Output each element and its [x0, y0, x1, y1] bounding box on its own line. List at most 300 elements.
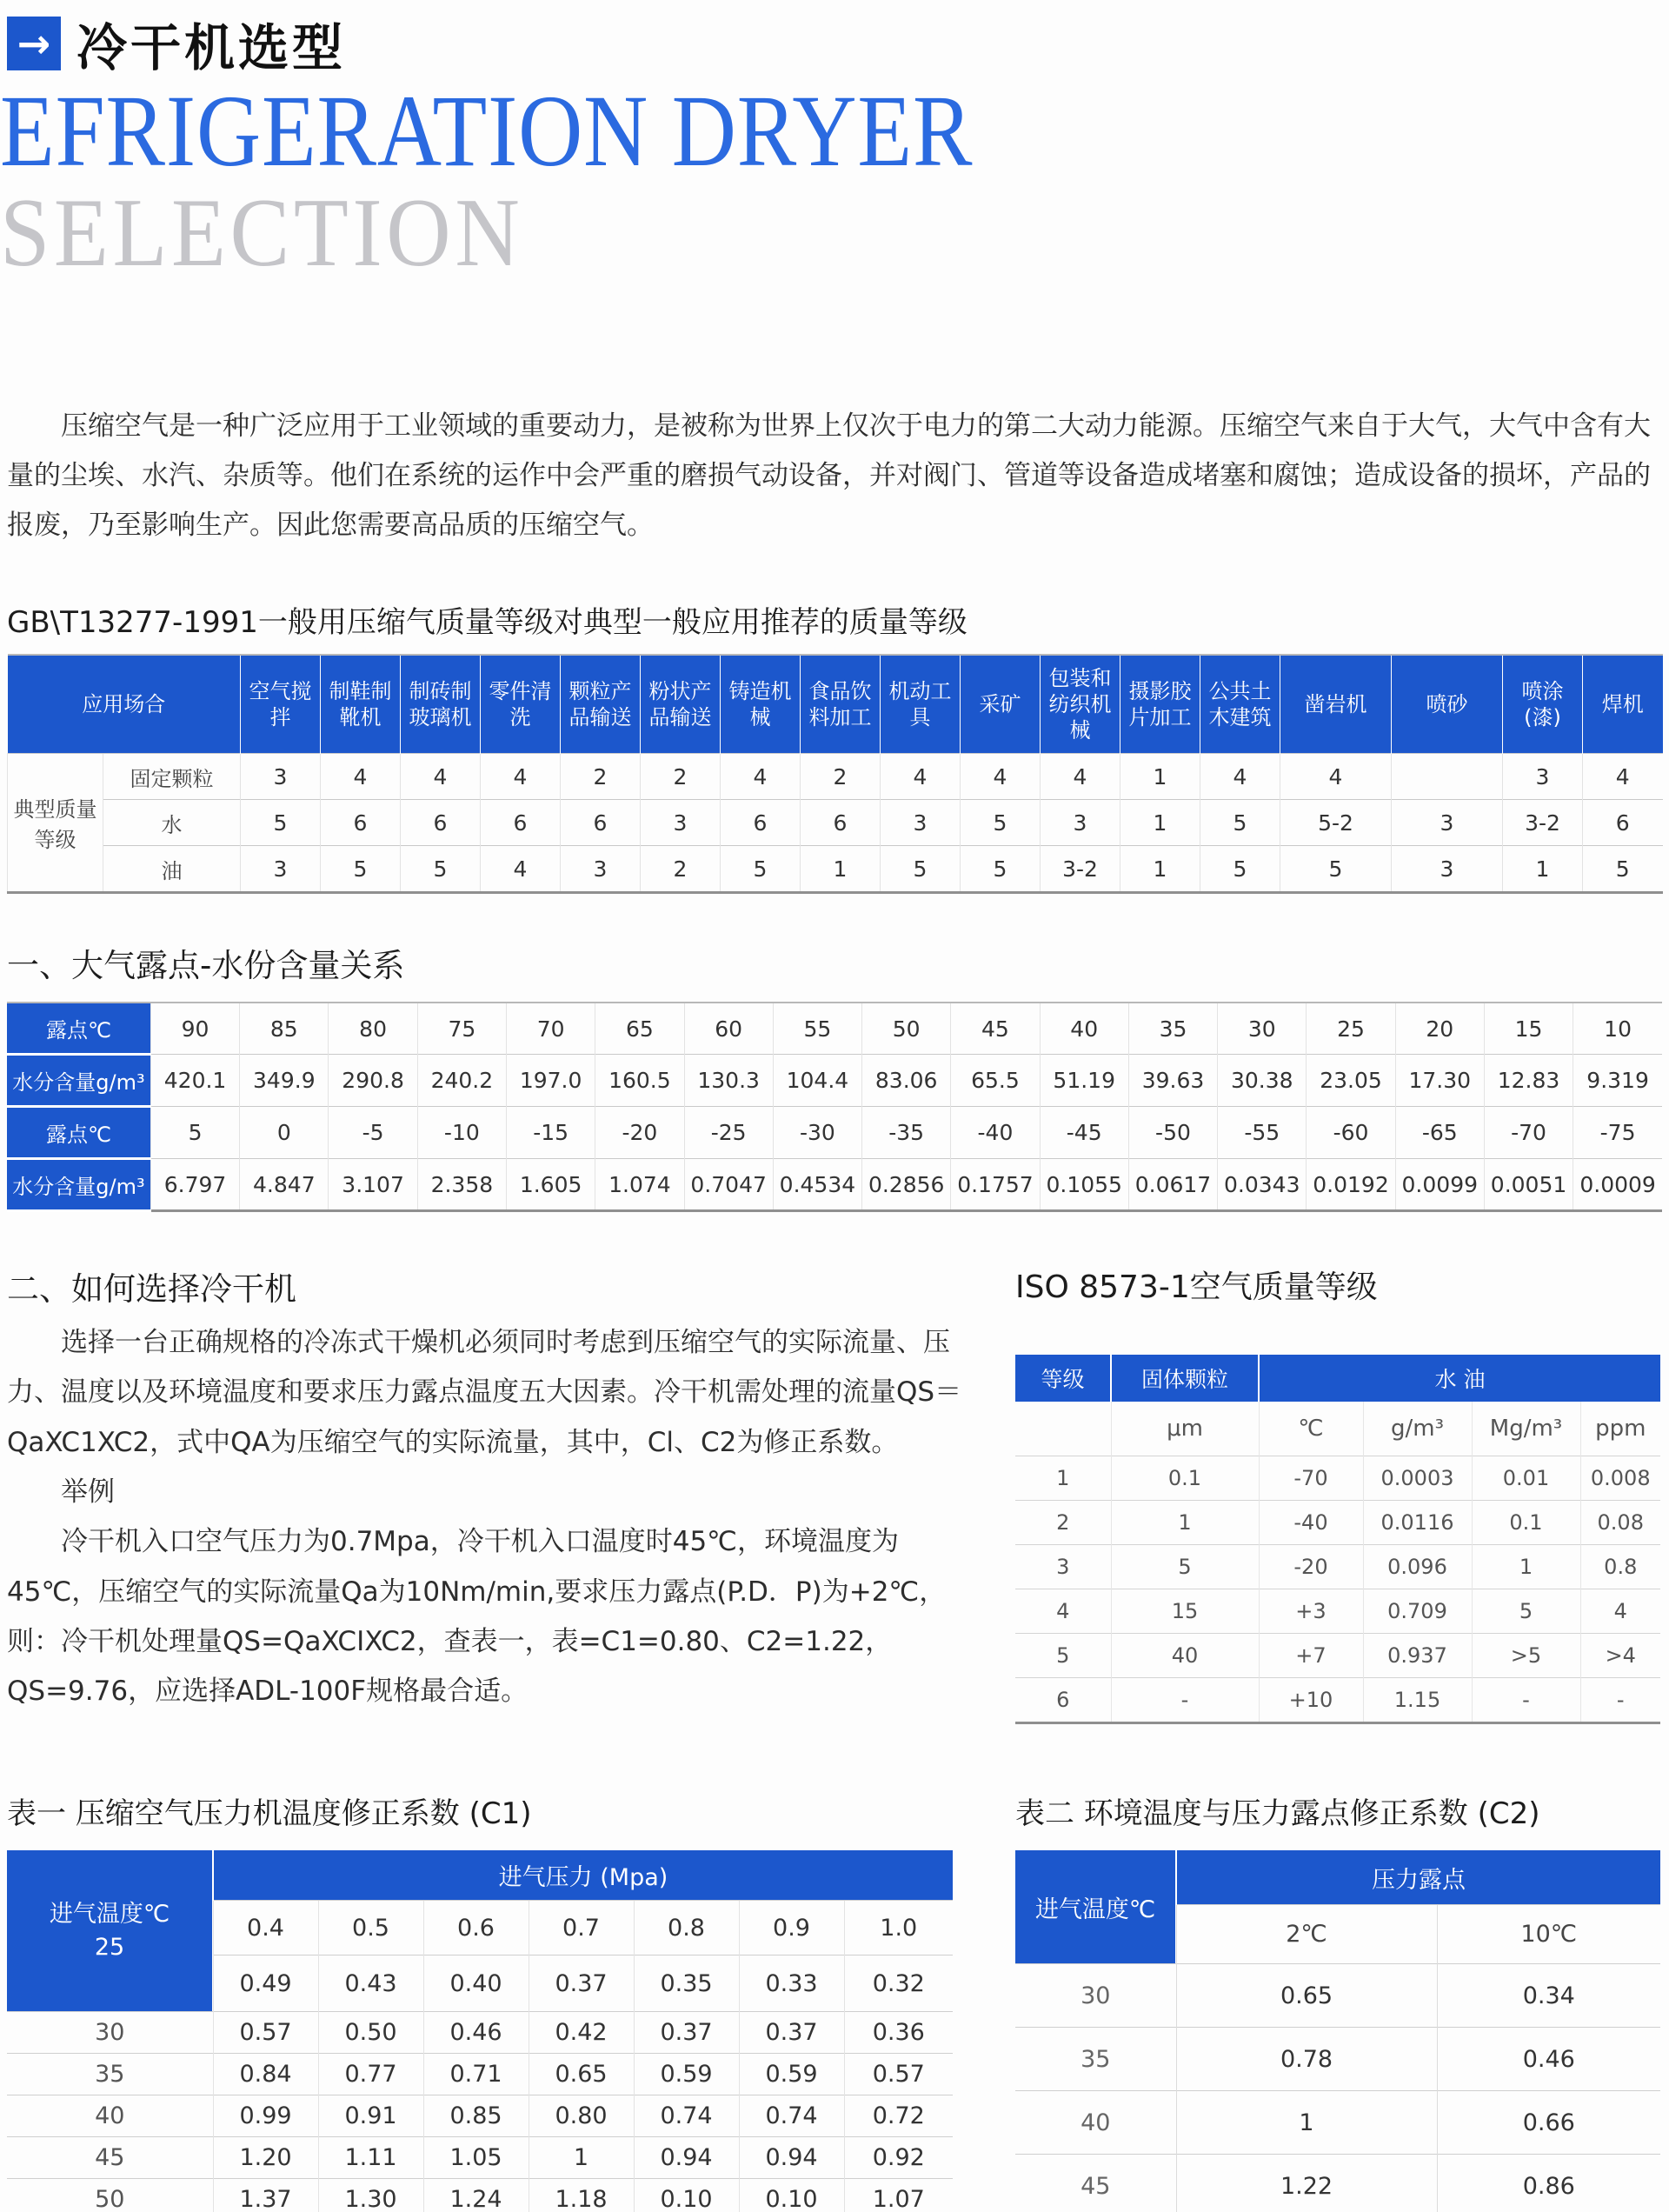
gb-column-header: 铸造机械: [721, 655, 801, 754]
select-paragraph-example: 冷干机入口空气压力为0.7Mpa，冷干机入口温度时45℃，环境温度为45℃，压缩空气的实际流量Qa为10Nm/min,要求压力露点(P.D．P)为+2℃，则：冷干机处理量QS=QaXCIXC2，查表一，表=C1=0.80、C2=1.22，QS=9.76，应选择ADL-100F规格最合适。: [7, 1526, 947, 1708]
c1-value-cell: 0.74: [739, 2095, 844, 2137]
dew-value-cell: 104.4: [773, 1055, 861, 1107]
gb-table: [7, 654, 1663, 894]
gb-value-cell: 4: [721, 754, 801, 800]
dew-value-cell: 39.63: [1128, 1055, 1217, 1107]
gb-value-cell: 6: [401, 800, 481, 846]
dew-row: [7, 1055, 1662, 1107]
iso-value-cell: 4: [1015, 1589, 1111, 1634]
dew-value-cell: -70: [1484, 1107, 1573, 1159]
dew-value-cell: 51.19: [1040, 1055, 1128, 1107]
c2-value-cell: 0.86: [1437, 2155, 1660, 2212]
gb-value-cell: 3: [641, 800, 721, 846]
gb-value-cell: 4: [321, 754, 401, 800]
dew-value-cell: -25: [684, 1107, 773, 1159]
dew-value-cell: 5: [150, 1107, 239, 1159]
iso-data-row: [1015, 1456, 1660, 1501]
c1-corner-temp: 25: [94, 1933, 125, 1961]
gb-table-heading: GB\T13277-1991一般用压缩气质量等级对典型一般应用推荐的质量等级: [7, 605, 967, 640]
dew-value-cell: 85: [240, 1003, 329, 1055]
gb-value-cell: 3: [1392, 800, 1503, 846]
c2-row-label: 30: [1015, 1964, 1176, 2028]
c1-row-label: 35: [7, 2054, 213, 2095]
c1-data-row: [7, 2095, 953, 2137]
section1-heading: 一、大气露点-水份含量关系: [7, 947, 405, 984]
c1-value-cell: 0.10: [739, 2179, 844, 2212]
dew-row-label: 水分含量g/m³: [7, 1159, 150, 1211]
iso-units-row: [1015, 1402, 1660, 1456]
dew-value-cell: -20: [595, 1107, 684, 1159]
iso-value-cell: 0.0116: [1363, 1501, 1472, 1545]
gb-value-cell: 4: [1583, 754, 1663, 800]
c1-value-cell: 0.33: [739, 1955, 844, 2012]
c2-header-row: [1015, 1850, 1660, 1905]
iso-value-cell: 1: [1111, 1501, 1259, 1545]
gb-column-header: 颗粒产品输送: [561, 655, 641, 754]
iso-value-cell: -40: [1259, 1501, 1363, 1545]
iso-value-cell: 6: [1015, 1678, 1111, 1723]
dew-value-cell: -10: [417, 1107, 506, 1159]
gb-value-cell: 3-2: [1503, 800, 1583, 846]
c1-table: [7, 1850, 953, 2212]
gb-value-cell: 5: [1280, 846, 1392, 893]
title-english-selection: SELECTION: [0, 179, 524, 287]
section2-heading: 二、如何选择冷干机: [7, 1270, 296, 1308]
gb-value-cell: 5: [241, 800, 321, 846]
arrow-icon: →: [7, 17, 61, 70]
dew-row-label: 露点℃: [7, 1107, 150, 1159]
c1-pressure-cell: 0.7: [529, 1901, 634, 1955]
c2-value-cell: 0.65: [1176, 1964, 1437, 2028]
c2-correction-table: [1015, 1850, 1660, 2212]
c2-dew-col-cell: 10℃: [1437, 1905, 1660, 1964]
dew-value-cell: 290.8: [329, 1055, 417, 1107]
gb-value-cell: 3: [561, 846, 641, 893]
dew-value-cell: 0.0051: [1484, 1159, 1573, 1211]
c1-value-cell: 0.42: [529, 2012, 634, 2054]
gb-data-row: [8, 800, 1663, 846]
dew-value-cell: 197.0: [506, 1055, 595, 1107]
c1-value-cell: 0.10: [634, 2179, 739, 2212]
page-title: 冷干机选型: [76, 18, 347, 77]
iso-value-cell: 0.8: [1580, 1545, 1660, 1589]
c1-value-cell: 0.43: [318, 1955, 423, 2012]
c1-pressure-cell: 0.5: [318, 1901, 423, 1955]
c1-value-cell: 0.32: [844, 1955, 953, 2012]
dew-value-cell: 90: [150, 1003, 239, 1055]
iso-data-row: [1015, 1634, 1660, 1678]
iso-value-cell: 15: [1111, 1589, 1259, 1634]
c1-value-cell: 0.84: [213, 2054, 318, 2095]
gb-row-group-label: 典型质量等级: [8, 754, 103, 893]
dew-value-cell: -15: [506, 1107, 595, 1159]
dew-value-cell: 0.0099: [1395, 1159, 1484, 1211]
c1-pressure-cell: 0.9: [739, 1901, 844, 1955]
dew-value-cell: 40: [1040, 1003, 1128, 1055]
gb-value-cell: 1: [1503, 846, 1583, 893]
c2-table: [1015, 1850, 1660, 2212]
gb-column-header: 公共土木建筑: [1200, 655, 1280, 754]
c2-dew-header: 压力露点: [1176, 1850, 1660, 1905]
dew-value-cell: -55: [1218, 1107, 1307, 1159]
iso-value-cell: 5: [1472, 1589, 1580, 1634]
gb-value-cell: 1: [1120, 846, 1200, 893]
iso-data-row: [1015, 1545, 1660, 1589]
c1-value-cell: 0.49: [213, 1955, 318, 2012]
iso-value-cell: 1.15: [1363, 1678, 1472, 1723]
gb-value-cell: 3: [881, 800, 961, 846]
dew-row-label: 水分含量g/m³: [7, 1055, 150, 1107]
c1-header-row: [7, 1850, 953, 1901]
c1-value-cell: 0.36: [844, 2012, 953, 2054]
iso-water-oil-header: 水 油: [1259, 1355, 1660, 1402]
iso-value-cell: >5: [1472, 1634, 1580, 1678]
gb-column-header: 制砖制玻璃机: [401, 655, 481, 754]
iso-value-cell: 0.1: [1111, 1456, 1259, 1501]
dew-value-cell: 45: [951, 1003, 1040, 1055]
gb-row-label: 固定颗粒: [103, 754, 241, 800]
c1-value-cell: 0.59: [739, 2054, 844, 2095]
c1-value-cell: 0.46: [423, 2012, 529, 2054]
dew-value-cell: -30: [773, 1107, 861, 1159]
gb-header-row: [8, 655, 1663, 754]
iso-data-row: [1015, 1501, 1660, 1545]
c2-row-label: 40: [1015, 2091, 1176, 2155]
dew-value-cell: 0.7047: [684, 1159, 773, 1211]
c2-value-cell: 1: [1176, 2091, 1437, 2155]
dew-value-cell: 0.0009: [1573, 1159, 1662, 1211]
c1-value-cell: 0.72: [844, 2095, 953, 2137]
c2-value-cell: 0.46: [1437, 2028, 1660, 2091]
select-paragraph-1: 选择一台正确规格的冷冻式干燥机必须同时考虑到压缩空气的实际流量、压力、温度以及环境温度和要求压力露点温度五大因素。冷干机需处理的流量QS＝QaXC1XC2，式中QA为压缩空气的实际流量，其中，Cl、C2为修正系数。: [7, 1327, 962, 1458]
dew-value-cell: 0: [240, 1107, 329, 1159]
iso-table: [1015, 1355, 1660, 1724]
dew-value-cell: 349.9: [240, 1055, 329, 1107]
gb-column-header: 食品饮料加工: [801, 655, 881, 754]
c1-value-cell: 0.91: [318, 2095, 423, 2137]
dew-value-cell: 9.319: [1573, 1055, 1662, 1107]
iso-value-cell: 0.096: [1363, 1545, 1472, 1589]
gb-value-cell: 3: [1392, 846, 1503, 893]
iso-value-cell: +10: [1259, 1678, 1363, 1723]
dew-value-cell: 0.0617: [1128, 1159, 1217, 1211]
c1-row-label: 30: [7, 2012, 213, 2054]
gb-value-cell: 2: [561, 754, 641, 800]
gb-value-cell: 4: [1200, 754, 1280, 800]
gb-value-cell: 6: [321, 800, 401, 846]
dew-value-cell: 240.2: [417, 1055, 506, 1107]
c1-value-cell: 0.37: [634, 2012, 739, 2054]
dew-value-cell: 0.2856: [862, 1159, 951, 1211]
dew-value-cell: 6.797: [150, 1159, 239, 1211]
gb-value-cell: 5: [1200, 846, 1280, 893]
iso-unit-cell: g/m³: [1363, 1402, 1472, 1456]
c1-data-row: [7, 2054, 953, 2095]
iso-value-cell: 5: [1015, 1634, 1111, 1678]
c1-correction-table: [7, 1850, 953, 2212]
gb-value-cell: 5: [961, 846, 1041, 893]
dew-value-cell: -5: [329, 1107, 417, 1159]
iso-value-cell: +3: [1259, 1589, 1363, 1634]
gb-column-header: 粉状产品输送: [641, 655, 721, 754]
intro-paragraph: 压缩空气是一种广泛应用于工业领域的重要动力，是被称为世界上仅次于电力的第二大动力能源。压缩空气来自于大气，大气中含有大量的尘埃、水汽、杂质等。他们在系统的运作中会严重的磨损气动设备，并对阀门、管道等设备造成堵塞和腐蚀；造成设备的损坏，产品的报废，乃至影响生产。因此您需要高品质的压缩空气。: [7, 410, 1651, 542]
dew-value-cell: 65.5: [951, 1055, 1040, 1107]
gb-value-cell: 6: [721, 800, 801, 846]
c1-row-label: 40: [7, 2095, 213, 2137]
gb-column-header: 机动工具: [881, 655, 961, 754]
gb-value-cell: 3: [1041, 800, 1120, 846]
dew-value-cell: 10: [1573, 1003, 1662, 1055]
title-english-dryer: EFRIGERATION DRYER: [0, 74, 974, 188]
c2-table-heading: 表二 环境温度与压力露点修正系数 (C2): [1015, 1796, 1540, 1831]
c2-row-label: 45: [1015, 2155, 1176, 2212]
iso-value-cell: 5: [1111, 1545, 1259, 1589]
c1-value-cell: 0.77: [318, 2054, 423, 2095]
c1-value-cell: 0.50: [318, 2012, 423, 2054]
dew-value-cell: -50: [1128, 1107, 1217, 1159]
iso-header-row: [1015, 1355, 1660, 1402]
dew-value-cell: 17.30: [1395, 1055, 1484, 1107]
gb-column-header: 凿岩机: [1280, 655, 1392, 754]
dew-value-cell: 15: [1484, 1003, 1573, 1055]
gb-column-header: 制鞋制靴机: [321, 655, 401, 754]
iso-data-row: [1015, 1589, 1660, 1634]
dew-value-cell: 420.1: [150, 1055, 239, 1107]
c1-value-cell: 0.99: [213, 2095, 318, 2137]
c2-value-cell: 0.78: [1176, 2028, 1437, 2091]
c1-value-cell: 1.37: [213, 2179, 318, 2212]
dew-row-label: 露点℃: [7, 1003, 150, 1055]
gb-data-row: [8, 754, 1663, 800]
gb-data-row: [8, 846, 1663, 893]
gb-value-cell: 2: [801, 754, 881, 800]
iso-value-cell: 1: [1015, 1456, 1111, 1501]
dew-value-cell: -45: [1040, 1107, 1128, 1159]
dew-value-cell: 23.05: [1307, 1055, 1395, 1107]
iso-value-cell: -: [1111, 1678, 1259, 1723]
iso-unit-cell: μm: [1111, 1402, 1259, 1456]
dew-value-cell: 80: [329, 1003, 417, 1055]
dew-value-cell: 0.1757: [951, 1159, 1040, 1211]
gb-column-header: 喷砂: [1392, 655, 1503, 754]
gb-value-cell: 6: [561, 800, 641, 846]
gb-value-cell: 3-2: [1041, 846, 1120, 893]
c1-pressure-header: 进气压力 (Mpa): [213, 1850, 953, 1901]
c1-value-cell: 0.94: [634, 2137, 739, 2179]
c1-value-cell: 1.11: [318, 2137, 423, 2179]
gb-value-cell: 6: [481, 800, 561, 846]
iso-value-cell: 1: [1472, 1545, 1580, 1589]
dew-value-cell: -75: [1573, 1107, 1662, 1159]
gb-value-cell: 2: [641, 846, 721, 893]
gb-value-cell: 5-2: [1280, 800, 1392, 846]
c1-pressure-cell: 1.0: [844, 1901, 953, 1955]
gb-column-header: 摄影胶片加工: [1120, 655, 1200, 754]
dew-value-cell: 160.5: [595, 1055, 684, 1107]
dew-value-cell: 1.605: [506, 1159, 595, 1211]
c1-pressure-cell: 0.6: [423, 1901, 529, 1955]
c1-value-cell: 1.07: [844, 2179, 953, 2212]
gb-value-cell: 4: [1041, 754, 1120, 800]
gb-value-cell: 5: [1200, 800, 1280, 846]
c1-pressure-cell: 0.8: [634, 1901, 739, 1955]
c1-value-cell: 0.37: [529, 1955, 634, 2012]
iso-value-cell: 0.01: [1472, 1456, 1580, 1501]
iso-value-cell: 0.937: [1363, 1634, 1472, 1678]
iso-value-cell: 3: [1015, 1545, 1111, 1589]
gb-value-cell: 5: [721, 846, 801, 893]
dew-value-cell: 30.38: [1218, 1055, 1307, 1107]
iso-value-cell: >4: [1580, 1634, 1660, 1678]
gb-column-header: 零件清洗: [481, 655, 561, 754]
dew-value-cell: 0.4534: [773, 1159, 861, 1211]
gb-value-cell: 4: [961, 754, 1041, 800]
iso-value-cell: 0.1: [1472, 1501, 1580, 1545]
iso-value-cell: -: [1472, 1678, 1580, 1723]
page-header: [7, 7, 346, 80]
iso-solid-header: 固体颗粒: [1111, 1355, 1259, 1402]
c1-value-cell: 0.94: [739, 2137, 844, 2179]
dew-value-cell: 70: [506, 1003, 595, 1055]
dew-value-cell: 12.83: [1484, 1055, 1573, 1107]
dew-value-cell: 75: [417, 1003, 506, 1055]
gb-value-cell: [1392, 754, 1503, 800]
c1-value-cell: 0.35: [634, 1955, 739, 2012]
c2-data-row: [1015, 2155, 1660, 2212]
iso-value-cell: 2: [1015, 1501, 1111, 1545]
gb-row-label: 油: [103, 846, 241, 893]
dew-value-cell: 30: [1218, 1003, 1307, 1055]
c1-row-label: 50: [7, 2179, 213, 2212]
gb-value-cell: 1: [1120, 754, 1200, 800]
c1-value-cell: 1.30: [318, 2179, 423, 2212]
iso-unit-cell: ppm: [1580, 1402, 1660, 1456]
iso-quality-table: [1015, 1355, 1660, 1724]
gb-value-cell: 4: [481, 754, 561, 800]
c1-corner-cell: [7, 1850, 213, 2012]
iso-units-blank: [1015, 1402, 1111, 1456]
gb-value-cell: 1: [801, 846, 881, 893]
dew-value-cell: -60: [1307, 1107, 1395, 1159]
iso-value-cell: -: [1580, 1678, 1660, 1723]
gb-value-cell: 5: [321, 846, 401, 893]
c1-value-cell: 0.92: [844, 2137, 953, 2179]
c2-row-label: 35: [1015, 2028, 1176, 2091]
gb-value-cell: 4: [481, 846, 561, 893]
dew-value-cell: 65: [595, 1003, 684, 1055]
dew-row: [7, 1159, 1662, 1211]
dew-value-cell: 1.074: [595, 1159, 684, 1211]
c1-value-cell: 0.65: [529, 2054, 634, 2095]
dew-value-cell: 20: [1395, 1003, 1484, 1055]
iso-table-heading: ISO 8573-1空气质量等级: [1015, 1269, 1378, 1305]
dew-value-cell: 3.107: [329, 1159, 417, 1211]
iso-value-cell: 0.0003: [1363, 1456, 1472, 1501]
gb-value-cell: 3: [1503, 754, 1583, 800]
c2-data-row: [1015, 1964, 1660, 2028]
iso-value-cell: +7: [1259, 1634, 1363, 1678]
gb-column-header: 包装和纺织机械: [1041, 655, 1120, 754]
c1-table-heading: 表一 压缩空气压力机温度修正系数 (C1): [7, 1796, 532, 1831]
gb-value-cell: 4: [1280, 754, 1392, 800]
gb-value-cell: 3: [241, 846, 321, 893]
dew-point-table: [7, 1002, 1662, 1212]
iso-unit-cell: Mg/m³: [1472, 1402, 1580, 1456]
c1-value-cell: 0.40: [423, 1955, 529, 2012]
dew-value-cell: 60: [684, 1003, 773, 1055]
c1-value-cell: 1.24: [423, 2179, 529, 2212]
c1-value-cell: 1: [529, 2137, 634, 2179]
gb-column-header: 空气搅拌: [241, 655, 321, 754]
c1-value-cell: 0.57: [844, 2054, 953, 2095]
gb-value-cell: 5: [401, 846, 481, 893]
gb-quality-table: [7, 654, 1663, 894]
dew-table: [7, 1002, 1662, 1212]
c2-data-row: [1015, 2028, 1660, 2091]
c1-data-row: [7, 2137, 953, 2179]
dew-value-cell: 0.0192: [1307, 1159, 1395, 1211]
gb-value-cell: 5: [881, 846, 961, 893]
c1-value-cell: 1.20: [213, 2137, 318, 2179]
gb-column-header: 焊机: [1583, 655, 1663, 754]
gb-value-cell: 6: [801, 800, 881, 846]
iso-data-row: [1015, 1678, 1660, 1723]
iso-value-cell: 0.709: [1363, 1589, 1472, 1634]
gb-value-cell: 4: [401, 754, 481, 800]
dew-value-cell: -35: [862, 1107, 951, 1159]
gb-column-header: 采矿: [961, 655, 1041, 754]
iso-value-cell: 0.008: [1580, 1456, 1660, 1501]
c2-value-cell: 0.66: [1437, 2091, 1660, 2155]
gb-value-cell: 4: [881, 754, 961, 800]
iso-value-cell: 4: [1580, 1589, 1660, 1634]
iso-value-cell: -20: [1259, 1545, 1363, 1589]
c1-pressure-cell: 0.4: [213, 1901, 318, 1955]
iso-grade-header: 等级: [1015, 1355, 1111, 1402]
c2-value-cell: 0.34: [1437, 1964, 1660, 2028]
c2-data-row: [1015, 2091, 1660, 2155]
c1-value-cell: 1.05: [423, 2137, 529, 2179]
gb-value-cell: 1: [1120, 800, 1200, 846]
gb-value-cell: 5: [1583, 846, 1663, 893]
gb-corner-header: 应用场合: [8, 655, 241, 754]
c1-value-cell: 0.57: [213, 2012, 318, 2054]
c2-dew-col-cell: 2℃: [1176, 1905, 1437, 1964]
iso-value-cell: 0.08: [1580, 1501, 1660, 1545]
dew-value-cell: 130.3: [684, 1055, 773, 1107]
c1-value-cell: 1.18: [529, 2179, 634, 2212]
select-paragraph-example-label: 举例: [61, 1476, 115, 1509]
gb-value-cell: 2: [641, 754, 721, 800]
iso-value-cell: -70: [1259, 1456, 1363, 1501]
c1-value-cell: 0.71: [423, 2054, 529, 2095]
dew-value-cell: 2.358: [417, 1159, 506, 1211]
gb-value-cell: 5: [961, 800, 1041, 846]
c2-value-cell: 1.22: [1176, 2155, 1437, 2212]
c1-corner-label: 进气温度℃: [49, 1900, 170, 1928]
c1-value-cell: 0.74: [634, 2095, 739, 2137]
gb-column-header: 喷涂(漆): [1503, 655, 1583, 754]
c1-value-cell: 0.59: [634, 2054, 739, 2095]
c2-corner-cell: 进气温度℃: [1015, 1850, 1176, 1964]
dew-value-cell: 25: [1307, 1003, 1395, 1055]
dew-row: [7, 1107, 1662, 1159]
gb-row-label: 水: [103, 800, 241, 846]
dew-value-cell: 83.06: [862, 1055, 951, 1107]
c1-row-label: 45: [7, 2137, 213, 2179]
gb-value-cell: 6: [1583, 800, 1663, 846]
c1-data-row: [7, 2179, 953, 2212]
